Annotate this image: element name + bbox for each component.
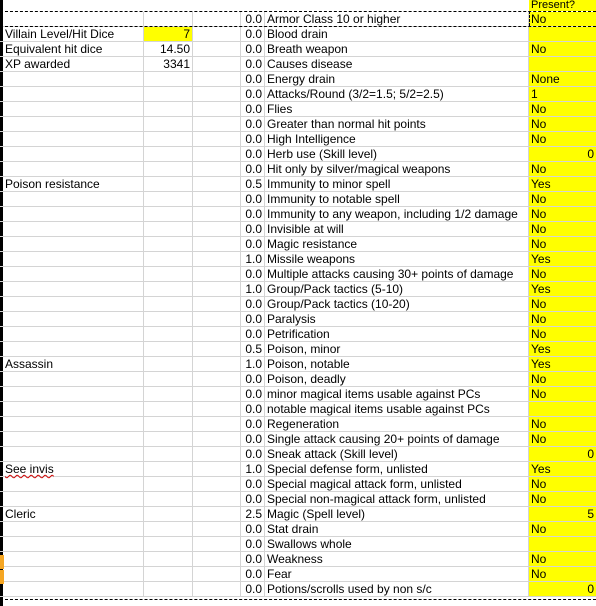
present-cell[interactable]: No bbox=[529, 162, 596, 176]
present-cell[interactable]: No bbox=[529, 192, 596, 206]
present-cell[interactable]: No bbox=[529, 267, 596, 281]
label-cell[interactable]: Equivalent hit dice bbox=[4, 42, 144, 56]
table-row bbox=[0, 207, 596, 222]
table-row bbox=[0, 222, 596, 237]
present-cell[interactable]: Yes bbox=[529, 252, 596, 266]
present-cell[interactable]: 0 bbox=[529, 447, 596, 461]
points-cell[interactable]: 0.5 bbox=[241, 342, 265, 356]
ability-cell[interactable]: Petrification bbox=[265, 327, 529, 341]
present-cell[interactable]: 0 bbox=[529, 147, 596, 161]
present-cell[interactable]: No bbox=[529, 297, 596, 311]
present-cell[interactable]: No bbox=[529, 417, 596, 431]
table-row bbox=[0, 87, 596, 102]
table-row bbox=[0, 462, 596, 477]
label-cell[interactable] bbox=[4, 327, 144, 341]
value-cell[interactable] bbox=[144, 132, 193, 146]
value-cell[interactable] bbox=[144, 552, 193, 566]
present-cell[interactable]: No bbox=[529, 327, 596, 341]
present-cell[interactable]: Yes bbox=[529, 462, 596, 476]
ability-cell[interactable]: Multiple attacks causing 30+ points of damage bbox=[265, 267, 529, 281]
value-cell[interactable]: 14.50 bbox=[144, 42, 193, 56]
label-cell[interactable] bbox=[4, 582, 144, 596]
present-cell[interactable]: Yes bbox=[529, 357, 596, 371]
empty-cell[interactable] bbox=[193, 222, 241, 236]
ability-cell[interactable]: Potions/scrolls used by non s/c bbox=[265, 582, 529, 596]
ability-cell[interactable]: Poison, notable bbox=[265, 357, 529, 371]
label-cell[interactable] bbox=[4, 417, 144, 431]
table-row bbox=[0, 57, 596, 72]
value-cell[interactable] bbox=[144, 432, 193, 446]
table-row bbox=[0, 162, 596, 177]
table-row bbox=[0, 507, 596, 522]
table-row bbox=[0, 492, 596, 507]
empty-cell[interactable] bbox=[193, 387, 241, 401]
points-cell[interactable]: 0.0 bbox=[241, 327, 265, 341]
print-range-top-border bbox=[0, 11, 596, 12]
table-row bbox=[0, 252, 596, 267]
points-cell[interactable]: 1.0 bbox=[241, 282, 265, 296]
points-cell[interactable]: 1.0 bbox=[241, 462, 265, 476]
table-row bbox=[0, 447, 596, 462]
ability-cell[interactable]: Stat drain bbox=[265, 522, 529, 536]
empty-cell[interactable] bbox=[193, 432, 241, 446]
points-cell[interactable]: 0.0 bbox=[241, 192, 265, 206]
empty-cell[interactable] bbox=[193, 87, 241, 101]
empty-cell[interactable] bbox=[193, 372, 241, 386]
ability-cell[interactable]: minor magical items usable against PCs bbox=[265, 387, 529, 401]
empty-cell[interactable] bbox=[193, 252, 241, 266]
label-cell[interactable] bbox=[4, 117, 144, 131]
ability-cell[interactable]: Special defense form, unlisted bbox=[265, 462, 529, 476]
value-cell[interactable] bbox=[144, 477, 193, 491]
label-cell[interactable] bbox=[4, 342, 144, 356]
value-cell[interactable] bbox=[144, 102, 193, 116]
table-row bbox=[0, 582, 596, 597]
table-row bbox=[0, 567, 596, 582]
points-cell[interactable]: 0.0 bbox=[241, 582, 265, 596]
value-cell[interactable] bbox=[144, 372, 193, 386]
value-cell[interactable] bbox=[144, 117, 193, 131]
points-cell[interactable]: 0.0 bbox=[241, 147, 265, 161]
row-marker bbox=[0, 555, 4, 569]
points-cell[interactable]: 0.0 bbox=[241, 12, 265, 26]
empty-cell[interactable] bbox=[193, 582, 241, 596]
label-cell[interactable] bbox=[4, 132, 144, 146]
table-row bbox=[0, 537, 596, 552]
print-range-border bbox=[0, 26, 596, 27]
value-cell[interactable] bbox=[144, 567, 193, 581]
value-cell[interactable] bbox=[144, 327, 193, 341]
empty-cell[interactable] bbox=[193, 57, 241, 71]
label-cell[interactable] bbox=[4, 237, 144, 251]
empty-cell[interactable] bbox=[193, 552, 241, 566]
label-cell[interactable]: Cleric bbox=[4, 507, 144, 521]
present-cell[interactable]: No bbox=[529, 102, 596, 116]
points-cell[interactable]: 0.0 bbox=[241, 417, 265, 431]
ability-cell[interactable]: Magic (Spell level) bbox=[265, 507, 529, 521]
label-cell[interactable] bbox=[4, 102, 144, 116]
label-cell[interactable] bbox=[4, 387, 144, 401]
label-cell[interactable]: Poison resistance bbox=[4, 177, 144, 191]
points-cell[interactable]: 0.0 bbox=[241, 432, 265, 446]
table-row bbox=[0, 117, 596, 132]
label-cell[interactable] bbox=[4, 252, 144, 266]
table-row bbox=[0, 342, 596, 357]
ability-cell[interactable]: Breath weapon bbox=[265, 42, 529, 56]
empty-cell[interactable] bbox=[193, 492, 241, 506]
table-row bbox=[0, 312, 596, 327]
present-cell[interactable]: 0 bbox=[529, 582, 596, 596]
empty-cell[interactable] bbox=[193, 267, 241, 281]
label-cell[interactable] bbox=[4, 267, 144, 281]
ability-cell[interactable]: Regeneration bbox=[265, 417, 529, 431]
ability-cell[interactable]: Blood drain bbox=[265, 27, 529, 41]
points-cell[interactable]: 2.5 bbox=[241, 507, 265, 521]
points-cell[interactable]: 0.0 bbox=[241, 402, 265, 416]
row-marker bbox=[0, 570, 4, 584]
value-cell[interactable] bbox=[144, 162, 193, 176]
table-row bbox=[0, 402, 596, 417]
points-cell[interactable]: 0.0 bbox=[241, 372, 265, 386]
present-cell[interactable]: 1 bbox=[529, 87, 596, 101]
table-row bbox=[0, 327, 596, 342]
table-row bbox=[0, 27, 596, 42]
value-cell[interactable] bbox=[144, 582, 193, 596]
value-cell[interactable] bbox=[144, 447, 193, 461]
label-cell[interactable] bbox=[4, 282, 144, 296]
table-row bbox=[0, 12, 596, 27]
value-cell[interactable] bbox=[144, 222, 193, 236]
ability-cell[interactable]: Armor Class 10 or higher bbox=[265, 12, 529, 26]
present-cell[interactable]: No bbox=[529, 522, 596, 536]
print-range-side-border bbox=[529, 11, 530, 26]
points-cell[interactable]: 0.0 bbox=[241, 447, 265, 461]
label-cell[interactable] bbox=[4, 192, 144, 206]
points-cell[interactable]: 0.0 bbox=[241, 27, 265, 41]
ability-cell[interactable]: Attacks/Round (3/2=1.5; 5/2=2.5) bbox=[265, 87, 529, 101]
table-row bbox=[0, 282, 596, 297]
ability-cell[interactable]: Single attack causing 20+ points of damage bbox=[265, 432, 529, 446]
table-row bbox=[0, 132, 596, 147]
ability-cell[interactable]: Special magical attack form, unlisted bbox=[265, 477, 529, 491]
points-cell[interactable]: 1.0 bbox=[241, 357, 265, 371]
ability-cell[interactable]: Invisible at will bbox=[265, 222, 529, 236]
value-cell[interactable] bbox=[144, 537, 193, 551]
present-cell[interactable]: No bbox=[529, 207, 596, 221]
empty-cell[interactable] bbox=[193, 522, 241, 536]
label-cell[interactable]: Villain Level/Hit Dice bbox=[4, 27, 144, 41]
empty-cell[interactable] bbox=[193, 27, 241, 41]
present-cell[interactable]: No bbox=[529, 222, 596, 236]
empty-cell[interactable] bbox=[193, 237, 241, 251]
points-cell[interactable]: 0.0 bbox=[241, 567, 265, 581]
ability-cell[interactable]: Weakness bbox=[265, 552, 529, 566]
label-cell[interactable] bbox=[4, 552, 144, 566]
ability-cell[interactable]: Magic resistance bbox=[265, 237, 529, 251]
empty-cell[interactable] bbox=[193, 477, 241, 491]
label-cell[interactable] bbox=[4, 477, 144, 491]
present-cell[interactable]: No bbox=[529, 237, 596, 251]
label-cell[interactable] bbox=[4, 402, 144, 416]
points-cell[interactable]: 0.0 bbox=[241, 87, 265, 101]
print-range-bottom-border bbox=[0, 599, 596, 600]
value-cell[interactable] bbox=[144, 522, 193, 536]
label-cell[interactable] bbox=[4, 567, 144, 581]
present-cell[interactable]: No bbox=[529, 477, 596, 491]
ability-cell[interactable]: Energy drain bbox=[265, 72, 529, 86]
value-cell[interactable] bbox=[144, 252, 193, 266]
table-row bbox=[0, 102, 596, 117]
points-cell[interactable]: 0.0 bbox=[241, 492, 265, 506]
value-cell[interactable] bbox=[144, 177, 193, 191]
table-row bbox=[0, 42, 596, 57]
empty-cell[interactable] bbox=[193, 417, 241, 431]
ability-cell[interactable]: Immunity to notable spell bbox=[265, 192, 529, 206]
empty-cell[interactable] bbox=[193, 282, 241, 296]
table-row bbox=[0, 432, 596, 447]
ability-cell[interactable]: Poison, deadly bbox=[265, 372, 529, 386]
present-cell[interactable] bbox=[529, 57, 596, 71]
points-cell[interactable]: 0.5 bbox=[241, 177, 265, 191]
points-cell[interactable]: 0.0 bbox=[241, 477, 265, 491]
value-cell[interactable] bbox=[144, 12, 193, 26]
empty-cell[interactable] bbox=[193, 402, 241, 416]
table-row bbox=[0, 177, 596, 192]
points-cell[interactable]: 0.0 bbox=[241, 537, 265, 551]
present-cell[interactable]: No bbox=[529, 132, 596, 146]
table-row bbox=[0, 267, 596, 282]
empty-cell[interactable] bbox=[193, 72, 241, 86]
label-cell[interactable] bbox=[4, 492, 144, 506]
ability-cell[interactable]: Group/Pack tactics (5-10) bbox=[265, 282, 529, 296]
ability-cell[interactable]: Causes disease bbox=[265, 57, 529, 71]
table-row bbox=[0, 192, 596, 207]
present-cell[interactable]: No bbox=[529, 492, 596, 506]
empty-cell[interactable] bbox=[193, 102, 241, 116]
ability-cell[interactable]: Herb use (Skill level) bbox=[265, 147, 529, 161]
empty-cell[interactable] bbox=[193, 162, 241, 176]
ability-cell[interactable]: Missile weapons bbox=[265, 252, 529, 266]
label-cell[interactable] bbox=[4, 372, 144, 386]
present-header-cell[interactable] bbox=[529, 0, 596, 11]
points-cell[interactable]: 0.0 bbox=[241, 117, 265, 131]
ability-cell[interactable]: Poison, minor bbox=[265, 342, 529, 356]
empty-cell[interactable] bbox=[193, 42, 241, 56]
ability-cell[interactable]: Paralysis bbox=[265, 312, 529, 326]
present-cell[interactable]: None bbox=[529, 72, 596, 86]
present-header-label: Present? bbox=[531, 0, 576, 11]
points-cell[interactable]: 0.0 bbox=[241, 102, 265, 116]
value-cell[interactable] bbox=[144, 192, 193, 206]
present-cell[interactable] bbox=[529, 537, 596, 551]
table-row bbox=[0, 372, 596, 387]
empty-cell[interactable] bbox=[193, 342, 241, 356]
empty-cell[interactable] bbox=[193, 207, 241, 221]
empty-cell[interactable] bbox=[193, 567, 241, 581]
present-cell[interactable]: No bbox=[529, 42, 596, 56]
points-cell[interactable]: 0.0 bbox=[241, 42, 265, 56]
value-cell[interactable] bbox=[144, 402, 193, 416]
ability-cell[interactable]: Special non-magical attack form, unlisted bbox=[265, 492, 529, 506]
ability-cell[interactable]: High Intelligence bbox=[265, 132, 529, 146]
present-cell[interactable] bbox=[529, 27, 596, 41]
label-cell[interactable] bbox=[4, 297, 144, 311]
value-cell[interactable] bbox=[144, 147, 193, 161]
points-cell[interactable]: 0.0 bbox=[241, 162, 265, 176]
empty-cell[interactable] bbox=[193, 312, 241, 326]
value-cell[interactable]: 7 bbox=[144, 27, 193, 41]
points-cell[interactable]: 1.0 bbox=[241, 252, 265, 266]
empty-cell[interactable] bbox=[193, 12, 241, 26]
points-cell[interactable]: 0.0 bbox=[241, 522, 265, 536]
label-cell[interactable] bbox=[4, 522, 144, 536]
table-row bbox=[0, 387, 596, 402]
label-cell[interactable]: See invis bbox=[4, 462, 144, 476]
value-cell[interactable] bbox=[144, 87, 193, 101]
value-cell[interactable] bbox=[144, 507, 193, 521]
label-cell[interactable] bbox=[4, 312, 144, 326]
empty-cell[interactable] bbox=[193, 447, 241, 461]
table-row bbox=[0, 237, 596, 252]
table-row bbox=[0, 552, 596, 567]
table-row bbox=[0, 477, 596, 492]
present-cell[interactable] bbox=[529, 402, 596, 416]
label-cell[interactable] bbox=[4, 162, 144, 176]
label-cell[interactable]: XP awarded bbox=[4, 57, 144, 71]
label-cell[interactable] bbox=[4, 222, 144, 236]
empty-cell[interactable] bbox=[193, 357, 241, 371]
empty-cell[interactable] bbox=[193, 177, 241, 191]
present-cell[interactable]: No bbox=[529, 117, 596, 131]
value-cell[interactable] bbox=[144, 312, 193, 326]
ability-cell[interactable]: notable magical items usable against PCs bbox=[265, 402, 529, 416]
ability-cell[interactable]: Immunity to minor spell bbox=[265, 177, 529, 191]
ability-cell[interactable]: Sneak attack (Skill level) bbox=[265, 447, 529, 461]
value-cell[interactable]: 3341 bbox=[144, 57, 193, 71]
label-cell[interactable] bbox=[4, 147, 144, 161]
value-cell[interactable] bbox=[144, 387, 193, 401]
value-cell[interactable] bbox=[144, 357, 193, 371]
label-cell[interactable] bbox=[4, 432, 144, 446]
value-cell[interactable] bbox=[144, 207, 193, 221]
empty-cell[interactable] bbox=[193, 537, 241, 551]
value-cell[interactable] bbox=[144, 462, 193, 476]
ability-cell[interactable]: Fear bbox=[265, 567, 529, 581]
present-cell[interactable]: No bbox=[529, 552, 596, 566]
ability-cell[interactable]: Greater than normal hit points bbox=[265, 117, 529, 131]
present-cell[interactable]: No bbox=[529, 12, 596, 26]
ability-cell[interactable]: Immunity to any weapon, including 1/2 damage bbox=[265, 207, 529, 221]
empty-cell[interactable] bbox=[193, 147, 241, 161]
empty-cell[interactable] bbox=[193, 462, 241, 476]
ability-cell[interactable]: Group/Pack tactics (10-20) bbox=[265, 297, 529, 311]
points-cell[interactable]: 0.0 bbox=[241, 57, 265, 71]
ability-cell[interactable]: Swallows whole bbox=[265, 537, 529, 551]
value-cell[interactable] bbox=[144, 417, 193, 431]
points-cell[interactable]: 0.0 bbox=[241, 267, 265, 281]
present-cell[interactable]: No bbox=[529, 312, 596, 326]
value-cell[interactable] bbox=[144, 267, 193, 281]
present-cell[interactable]: No bbox=[529, 567, 596, 581]
table-row bbox=[0, 297, 596, 312]
table-row bbox=[0, 357, 596, 372]
value-cell[interactable] bbox=[144, 282, 193, 296]
value-cell[interactable] bbox=[144, 297, 193, 311]
label-cell[interactable] bbox=[4, 537, 144, 551]
value-cell[interactable] bbox=[144, 342, 193, 356]
table-row bbox=[0, 417, 596, 432]
points-cell[interactable]: 0.0 bbox=[241, 387, 265, 401]
points-cell[interactable]: 0.0 bbox=[241, 552, 265, 566]
present-cell[interactable]: Yes bbox=[529, 177, 596, 191]
value-cell[interactable] bbox=[144, 237, 193, 251]
empty-cell[interactable] bbox=[193, 192, 241, 206]
points-cell[interactable]: 0.0 bbox=[241, 222, 265, 236]
present-cell[interactable]: No bbox=[529, 387, 596, 401]
present-cell[interactable]: 5 bbox=[529, 507, 596, 521]
label-cell[interactable] bbox=[4, 207, 144, 221]
empty-cell[interactable] bbox=[193, 507, 241, 521]
label-cell[interactable] bbox=[4, 87, 144, 101]
points-cell[interactable]: 0.0 bbox=[241, 72, 265, 86]
empty-cell[interactable] bbox=[193, 327, 241, 341]
label-cell[interactable] bbox=[4, 447, 144, 461]
value-cell[interactable] bbox=[144, 492, 193, 506]
table-row bbox=[0, 522, 596, 537]
points-cell[interactable]: 0.0 bbox=[241, 312, 265, 326]
value-cell[interactable] bbox=[144, 72, 193, 86]
label-cell[interactable]: Assassin bbox=[4, 357, 144, 371]
points-cell[interactable]: 0.0 bbox=[241, 297, 265, 311]
present-cell[interactable]: No bbox=[529, 432, 596, 446]
present-cell[interactable]: Yes bbox=[529, 282, 596, 296]
present-cell[interactable]: No bbox=[529, 372, 596, 386]
points-cell[interactable]: 0.0 bbox=[241, 237, 265, 251]
table-row bbox=[0, 72, 596, 87]
table-row bbox=[0, 147, 596, 162]
ability-cell[interactable]: Flies bbox=[265, 102, 529, 116]
present-cell[interactable]: Yes bbox=[529, 342, 596, 356]
ability-cell[interactable]: Hit only by silver/magical weapons bbox=[265, 162, 529, 176]
label-cell[interactable] bbox=[4, 72, 144, 86]
label-cell[interactable] bbox=[4, 12, 144, 26]
points-cell[interactable]: 0.0 bbox=[241, 207, 265, 221]
empty-cell[interactable] bbox=[193, 297, 241, 311]
empty-cell[interactable] bbox=[193, 117, 241, 131]
empty-cell[interactable] bbox=[193, 132, 241, 146]
points-cell[interactable]: 0.0 bbox=[241, 132, 265, 146]
